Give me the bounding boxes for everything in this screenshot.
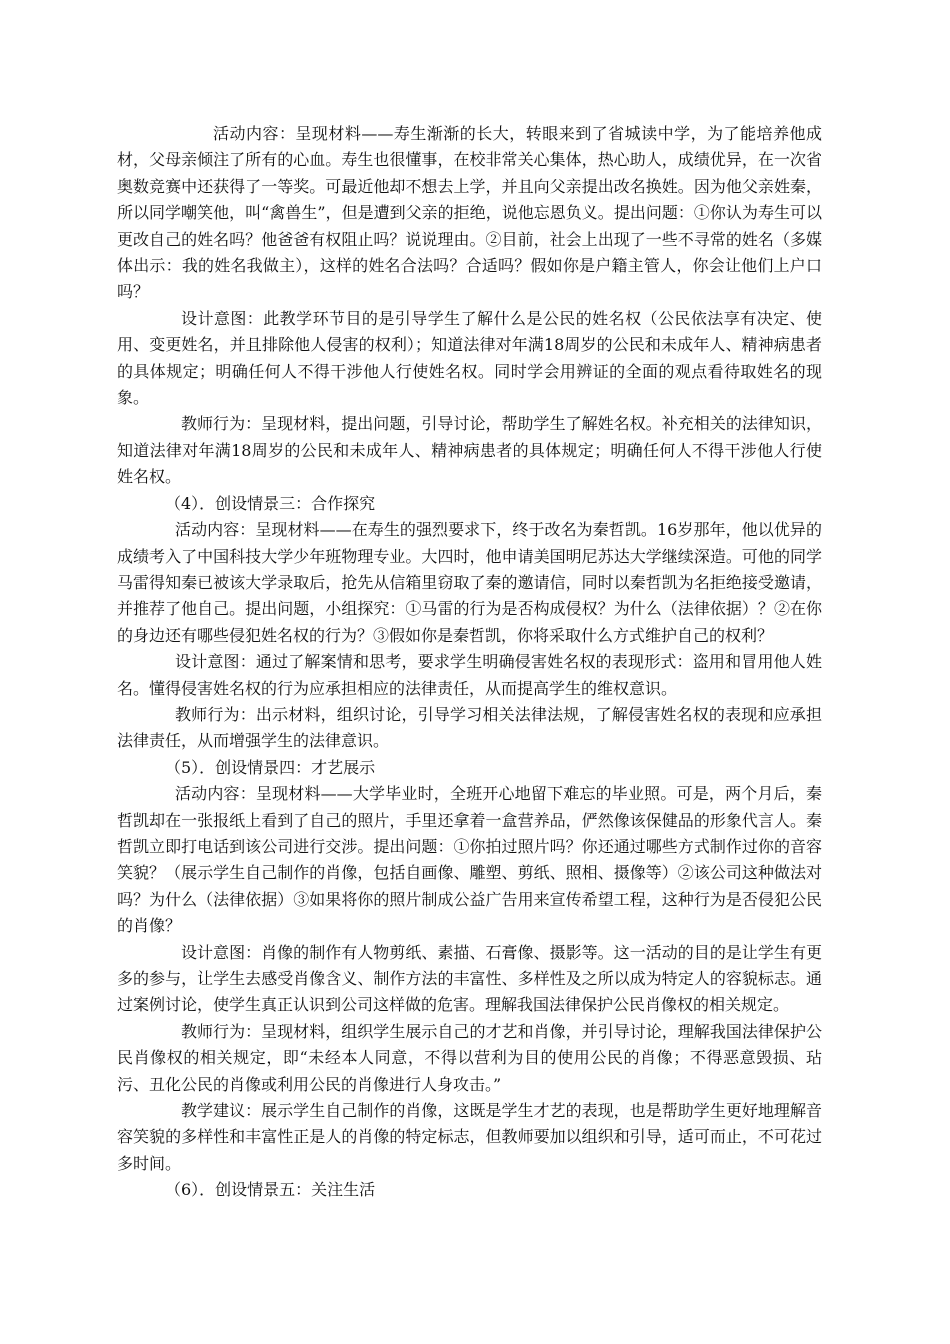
- section-heading-6: （6）．创设情景五：关注生活: [165, 1180, 376, 1200]
- section-heading-4: （4）．创设情景三：合作探究: [165, 493, 376, 513]
- section-heading-5: （5）．创设情景四：才艺展示: [165, 757, 376, 777]
- paragraph-activity-content-1: 活动内容：呈现材料——寿生渐渐的长大，转眼来到了省城读中学，为了能培养他成材，父母亲倾注了所有的心血。寿生也很懂事，在校非常关心集体，热心助人，成绩优异，在一次省奥数竞赛中还获得了一等奖。可最近他却不想去上学，并且向父亲提出改名换姓。因为他父亲姓秦，所以同学嘲笑他，叫“禽兽生”，但是遭到父亲的拒绝，说他忘恩负义。提出问题：①你认为寿生可以更改自己的姓名吗？他爸爸有权阻止吗？说说理由。②目前，社会上出现了一些不寻常的姓名（多媒体出示：我的姓名我做主），这样的姓名合法吗？合适吗？假如你是户籍主管人，你会让他们上户口吗？: [117, 124, 822, 302]
- paragraph-teacher-action-1: 教师行为：呈现材料，提出问题，引导讨论，帮助学生了解姓名权。补充相关的法律知识，知道法律对年满18周岁的公民和未成年人、精神病患者的具体规定；明确任何人不得干涉他人行使姓名权。: [117, 414, 822, 487]
- paragraph-teacher-action-2: 教师行为：出示材料，组织讨论，引导学习相关法律法规，了解侵害姓名权的表现和应承担法律责任，从而增强学生的法律意识。: [117, 704, 822, 751]
- paragraph-design-intent-2: 设计意图：通过了解案情和思考，要求学生明确侵害姓名权的表现形式：盗用和冒用他人姓名。懂得侵害姓名权的行为应承担相应的法律责任，从而提高学生的维权意识。: [117, 652, 822, 698]
- paragraph-teacher-action-3: 教师行为：呈现材料，组织学生展示自己的才艺和肖像，并引导讨论，理解我国法律保护公民肖像权的相关规定，即“未经本人同意，不得以营利为目的使用公民的肖像；不得恶意毁损、玷污、丑化公民的肖像或利用公民的肖像进行人身攻击。”: [117, 1021, 822, 1094]
- paragraph-teaching-suggestion: 教学建议：展示学生自己制作的肖像，这既是学生才艺的表现，也是帮助学生更好地理解音容笑貌的多样性和丰富性正是人的肖像的特定标志，但教师要加以组织和引导，适可而止，不可花过多时间。: [117, 1101, 822, 1173]
- paragraph-activity-content-2: 活动内容：呈现材料——在寿生的强烈要求下，终于改名为秦哲凯。16岁那年，他以优异的成绩考入了中国科技大学少年班物理专业。大四时，他申请美国明尼苏达大学继续深造。可他的同学马雷得知秦已被该大学录取后，抢先从信箱里窃取了秦的邀请信，同时以秦哲凯为名拒绝接受邀请，并推荐了他自己。提出问题，小组探究：①马雷的行为是否构成侵权？为什么（法律依据）？②在你的身边还有哪些侵犯姓名权的行为？③假如你是秦哲凯，你将采取什么方式维护自己的权利？: [117, 520, 822, 645]
- paragraph-activity-content-3: 活动内容：呈现材料——大学毕业时，全班开心地留下难忘的毕业照。可是，两个月后，秦哲凯却在一张报纸上看到了自己的照片，手里还拿着一盒营养品，俨然像该保健品的形象代言人。秦哲凯立即打电话到该公司进行交涉。提出问题：①你拍过照片吗？你还通过哪些方式制作过你的音容笑貌？（展示学生自己制作的肖像，包括自画像、雕塑、剪纸、照相、摄像等）②该公司这种做法对吗？为什么（法律依据）③如果将你的照片制成公益广告用来宣传希望工程，这种行为是否侵犯公民的肖像？: [117, 784, 822, 936]
- paragraph-design-intent-3: 设计意图：肖像的制作有人物剪纸、素描、石膏像、摄影等。这一活动的目的是让学生有更多的参与，让学生去感受肖像含义、制作方法的丰富性、多样性及之所以成为特定人的容貌标志。通过案例讨论，使学生真正认识到公司这样做的危害。理解我国法律保护公民肖像权的相关规定。: [117, 942, 822, 1015]
- paragraph-design-intent-1: 设计意图：此教学环节目的是引导学生了解什么是公民的姓名权（公民依法享有决定、使用、变更姓名，并且排除他人侵害的权利）；知道法律对年满18周岁的公民和未成年人、精神病患者的具体规定；明确任何人不得干涉他人行使姓名权。同时学会用辨证的全面的观点看待取姓名的现象。: [117, 308, 822, 408]
- document-body: [117, 121, 822, 1204]
